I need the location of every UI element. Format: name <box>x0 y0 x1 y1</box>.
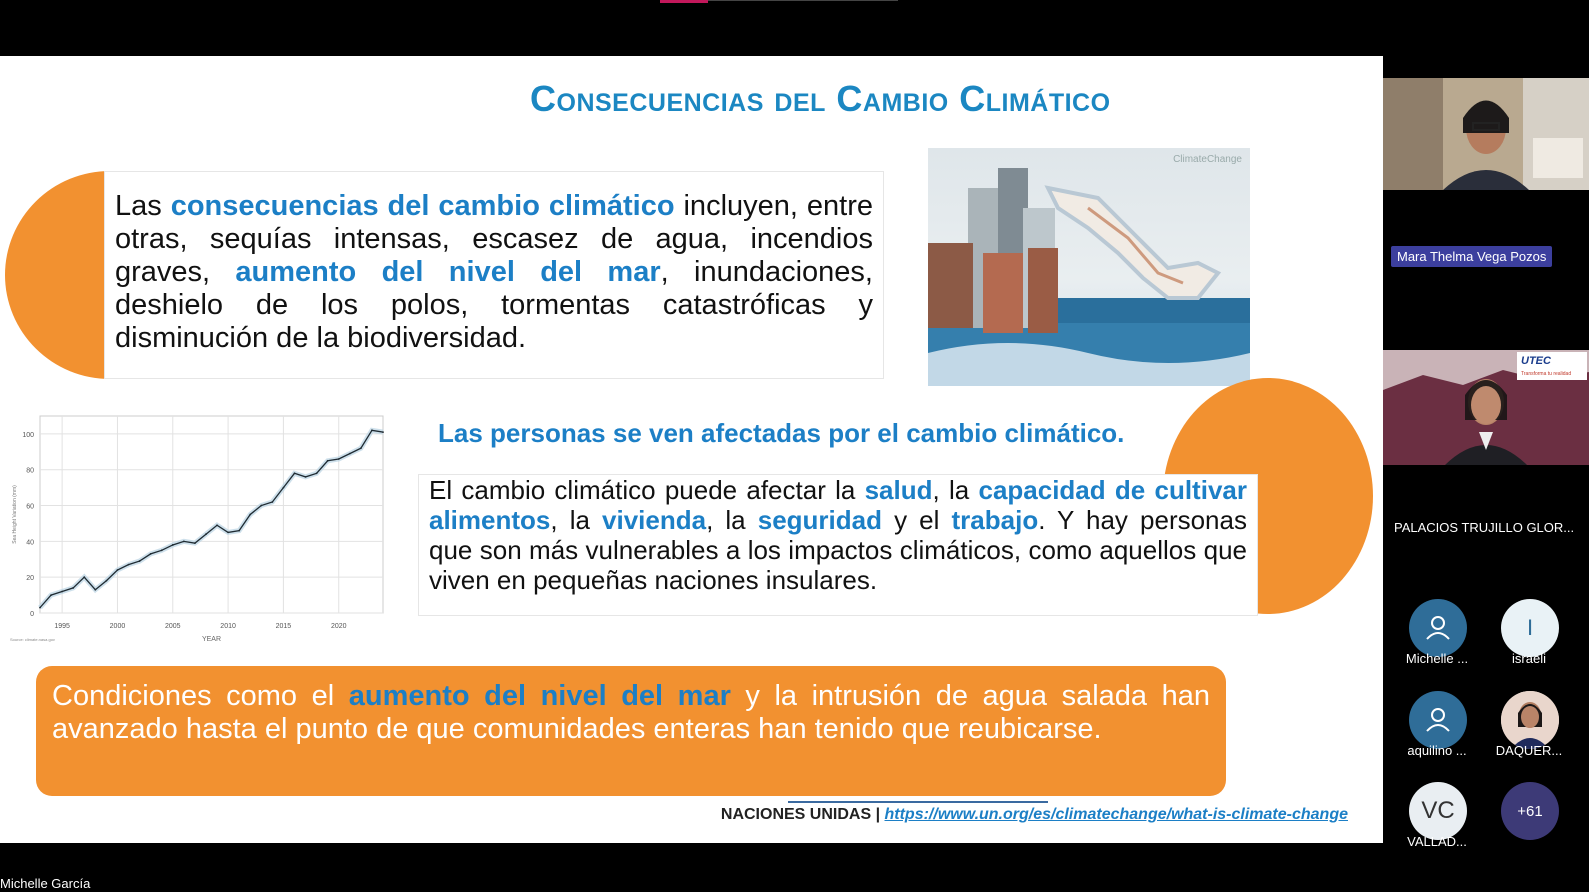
y-tick-label: 100 <box>22 431 34 439</box>
shared-slide <box>0 56 1383 843</box>
data-point <box>205 533 207 535</box>
x-tick-label: 2000 <box>109 623 126 630</box>
user-icon <box>1423 613 1453 643</box>
banner-text: Condiciones como el aumento del nivel del mar y la intrusión de agua salada han avanzado hasta el punto de que comunidades enteras han tenido que reubicarse. <box>52 680 1210 745</box>
y-tick-label: 0 <box>30 611 34 618</box>
data-point <box>260 505 262 507</box>
city-map-svg <box>928 148 1250 386</box>
x-tick-label: 2005 <box>164 623 181 630</box>
source-label: NACIONES UNIDAS | <box>720 806 885 823</box>
data-point <box>227 532 229 534</box>
user-icon <box>1423 705 1453 735</box>
label-daquer: DAQUER... <box>1495 743 1563 758</box>
data-point <box>105 580 107 582</box>
x-axis-label: YEAR <box>201 636 222 643</box>
y-tick-label: 40 <box>26 539 34 547</box>
top-divider <box>708 0 898 1</box>
x-tick-label: 1995 <box>54 623 70 630</box>
data-point <box>338 458 340 460</box>
data-point <box>238 530 240 532</box>
y-tick-label: 60 <box>26 503 34 511</box>
data-point <box>117 569 119 571</box>
y-tick-label: 80 <box>26 467 34 475</box>
data-point <box>316 472 318 474</box>
impacts-text: El cambio climático puede afectar la salud, la capacidad de cultivar alimentos, la vivienda, la seguridad y el trabajo. Y hay personas que son más vulnerables a los impactos climáticos, como aquellos que viven en pequeñas naciones insulares. <box>429 475 1247 595</box>
y-axis-label: Sea Height Variation (mm) <box>12 485 18 544</box>
video-feed-mara <box>1383 78 1589 190</box>
data-point <box>305 476 307 478</box>
data-point <box>161 549 163 551</box>
data-point <box>172 544 174 546</box>
avatar-photo-daquer <box>1501 691 1559 749</box>
impacts-textbox <box>418 474 1258 616</box>
sea-level-banner <box>36 666 1226 796</box>
data-point <box>72 587 74 589</box>
top-accent-bar <box>660 0 708 3</box>
data-point <box>194 542 196 544</box>
consequences-text: Las consecuencias del cambio climático incluyen, entre otras, sequías intensas, escasez de agua, incendios graves, aumento del nivel del mar, inundaciones, deshielo de los polos, tormentas catastróficas y disminución de la biodiversidad. <box>115 190 873 354</box>
data-point <box>271 501 273 503</box>
avatar-israeli[interactable]: I <box>1501 599 1559 657</box>
label-michelle: Michelle ... <box>1405 651 1469 666</box>
chart-source: Source: climate.nasa.gov <box>10 637 55 642</box>
source-citation <box>721 806 1348 824</box>
video-tile-mara[interactable] <box>1383 78 1589 190</box>
data-point <box>139 560 141 562</box>
mexico-flood-illustration <box>928 148 1250 386</box>
data-point <box>294 472 296 474</box>
data-point <box>50 594 52 596</box>
sea-level-chart <box>8 408 393 646</box>
data-point <box>382 431 384 433</box>
avatar-daquer[interactable] <box>1501 691 1559 749</box>
data-point <box>349 453 351 455</box>
data-point <box>371 429 373 431</box>
x-tick-label: 2020 <box>330 623 347 630</box>
utec-tagline: Transforma tu realidad <box>1521 371 1572 377</box>
presenter-name: Michelle García <box>0 876 91 891</box>
avatar-aquilino[interactable] <box>1409 691 1467 749</box>
data-point <box>283 487 285 489</box>
avatar-michelle[interactable] <box>1409 599 1467 657</box>
y-tick-label: 20 <box>26 575 34 583</box>
consequences-textbox <box>104 171 884 379</box>
data-point <box>327 460 329 462</box>
participant-name-palacios: PALACIOS TRUJILLO GLOR... <box>1394 520 1575 535</box>
more-participants-button[interactable]: +61 <box>1501 782 1559 840</box>
source-underline <box>788 801 1048 803</box>
slide-title: Consecuencias del Cambio Climático <box>530 78 1111 119</box>
data-point <box>61 591 63 593</box>
data-point <box>83 576 85 578</box>
utec-logo: UTEC <box>1521 355 1551 367</box>
label-vallad: VALLAD... <box>1407 834 1467 849</box>
label-israeli: israeli <box>1512 651 1546 666</box>
data-point <box>216 524 218 526</box>
label-aquilino: aquilino ... <box>1407 743 1467 758</box>
data-point <box>94 589 96 591</box>
video-feed-palacios <box>1383 350 1589 465</box>
map-watermark: ClimateChange <box>1173 154 1242 165</box>
data-point <box>360 447 362 449</box>
avatar-vc[interactable]: VC <box>1409 782 1467 840</box>
source-link[interactable]: https://www.un.org/es/climatechange/what-is-climate-change <box>884 806 1348 823</box>
participant-name-mara: Mara Thelma Vega Pozos <box>1391 246 1552 267</box>
data-point <box>128 564 130 566</box>
people-affected-heading: Las personas se ven afectadas por el cambio climático. <box>438 418 1125 448</box>
data-point <box>249 514 251 516</box>
data-point <box>183 540 185 542</box>
video-tile-palacios[interactable] <box>1383 350 1589 465</box>
x-tick-label: 2010 <box>220 623 236 630</box>
data-point <box>150 553 152 555</box>
x-tick-label: 2015 <box>275 623 292 630</box>
data-point <box>39 607 41 609</box>
